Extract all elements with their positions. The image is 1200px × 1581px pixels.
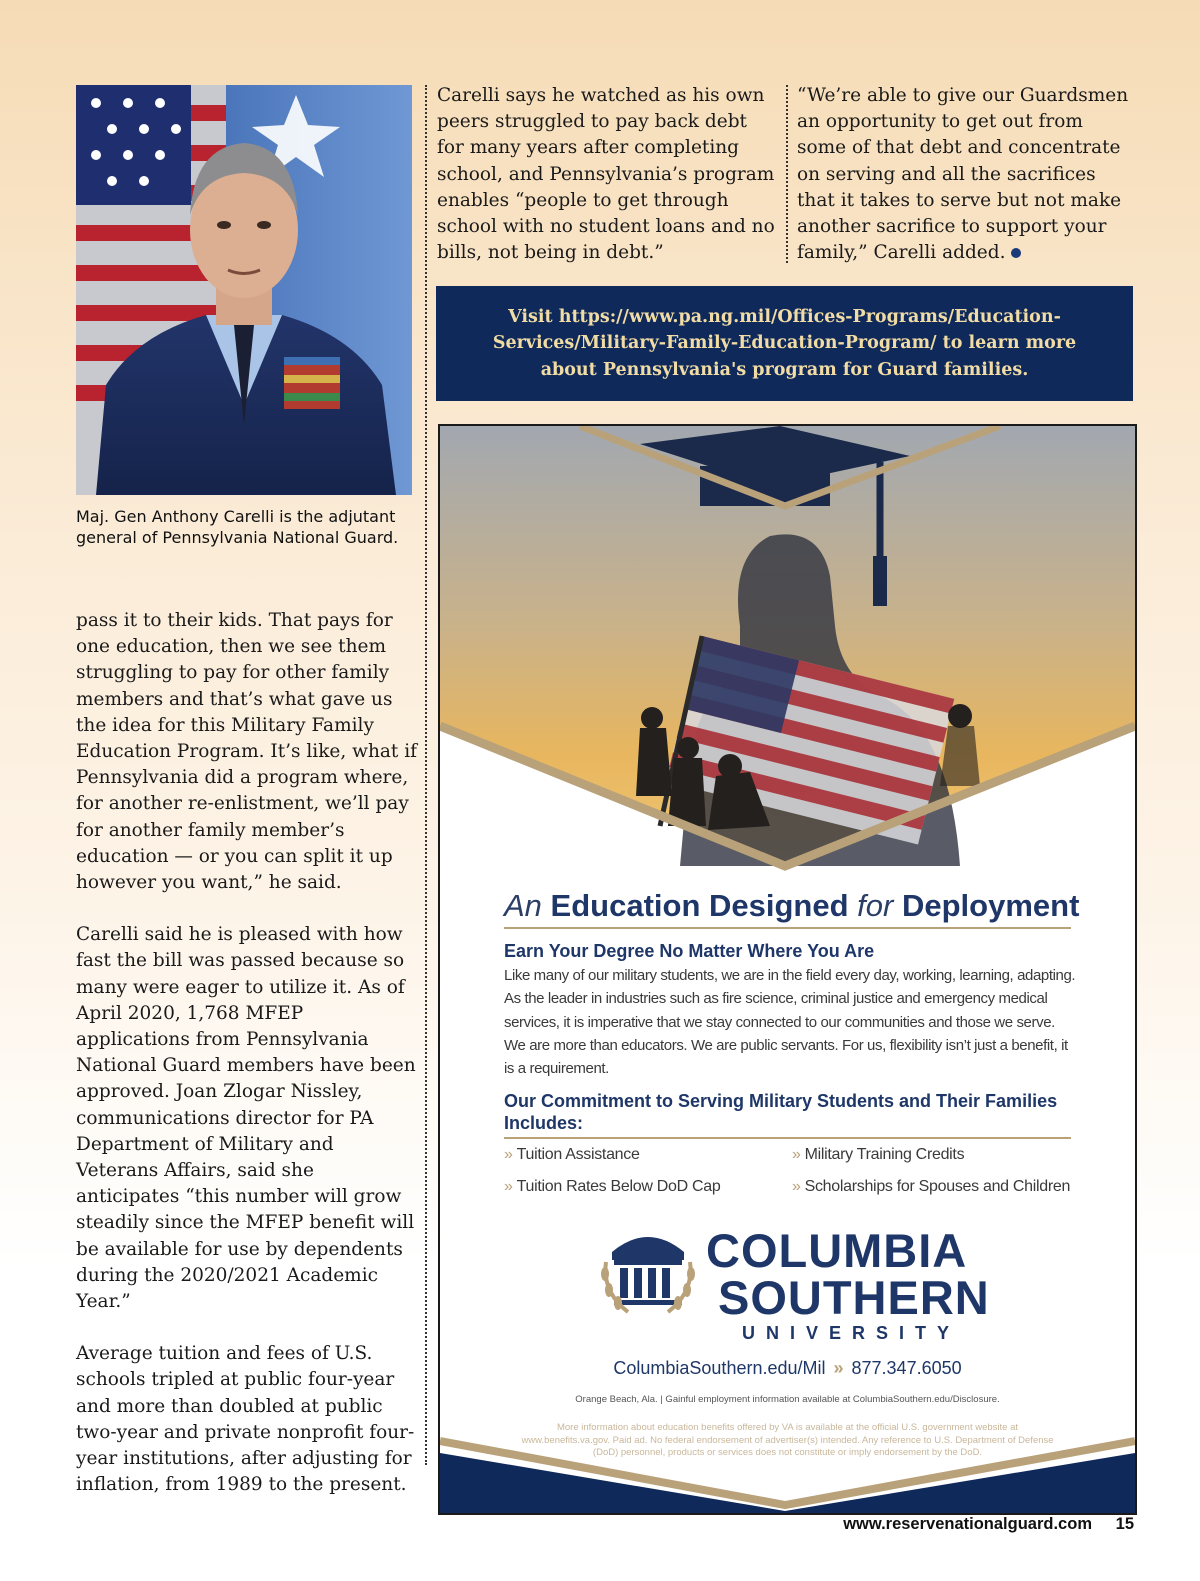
ad-bottom-chevron-band [440,1431,1135,1513]
article-paragraph: Carelli says he watched as his own peers struggled to pay back debt for many years after completing school, and Pennsylvania’s program enables “people to get through school with no student loans and no bills, not being in debt.” [437,85,775,264]
chevron-right-icon: » [504,1178,513,1195]
article-paragraph: pass it to their kids. That pays for one education, then we see them struggling to pay for other family members and that’s what gave us the idea for this Military Family Education Program. It’s like, what if Pennsylvania did a program where, for another re-enlistment, we’ll pay for another family member’s education — or you can split it up however you want,” he said. [76,610,417,894]
chevron-right-icon: » [792,1146,801,1163]
logo-columbia: COLUMBIA [706,1224,968,1277]
ad-headline-for: for [857,888,894,923]
column-divider-left [425,85,427,1465]
benefit-label: Tuition Rates Below DoD Cap [516,1178,721,1195]
footer-website[interactable]: www.reservenationalguard.com [843,1515,1092,1533]
ad-phone-number[interactable]: 877.347.6050 [851,1358,962,1378]
ad-subheading-commitment: Our Commitment to Serving Military Students and Their Families Includes: [504,1091,1058,1133]
article-left-column [76,608,421,1499]
chevron-right-icon: » [833,1358,844,1378]
article-right-column [797,83,1137,266]
chevron-right-icon: » [792,1178,801,1195]
visit-callout-box [436,286,1133,401]
page-number: 15 [1115,1515,1134,1533]
ad-headline-education-designed: Education Designed [550,888,849,923]
university-seal-icon [598,1222,698,1318]
portrait-caption: Maj. Gen Anthony Carelli is the adjutant general of Pennsylvania National Guard. [76,507,399,547]
ad-fine-print-disclaimer: More information about education benefits offered by VA is available at the official U.S. government website at www.benefits.va.gov. Paid ad. No federal endorsement of advertiser(s) intended. Any reference to U.S. Department of Defense (DoD) personnel, products or services does not constitute or imply endorsement by the DoD. [521,1422,1054,1458]
logo-university: UNIVERSITY [742,1323,961,1343]
columbia-southern-advertisement[interactable] [438,424,1137,1515]
ad-subheading-earn-degree: Earn Your Degree No Matter Where You Are [504,941,875,961]
ad-headline-deployment: Deployment [901,888,1080,923]
column-divider-right [786,85,788,263]
article-paragraph: Average tuition and fees of U.S. schools tripled at public four-year and more than doubled at public two-year and private nonprofit four-year institutions, after adjusting for inflation, from 1989 to the present. [76,1343,415,1496]
portrait-illustration [76,85,412,495]
portrait-photo [76,85,412,495]
ad-website-link[interactable]: ColumbiaSouthern.edu/Mil [613,1358,826,1378]
end-of-article-dot-icon [1011,248,1021,258]
ad-headline-an: An [504,888,542,923]
benefit-label: Military Training Credits [804,1146,965,1163]
ad-divider [504,927,1071,929]
chevron-right-icon: » [504,1146,513,1163]
list-item [792,1178,1070,1196]
logo-southern: SOUTHERN [718,1271,990,1324]
ad-fine-print-location: Orange Beach, Ala. | Gainful employment information available at ColumbiaSouthern.edu/Disclosure. [575,1394,1000,1405]
benefit-label: Scholarships for Spouses and Children [804,1178,1071,1195]
list-item [792,1146,964,1164]
ad-hero-graduate-soldier-image [440,426,1135,876]
ad-headline [504,888,1080,924]
ad-body-paragraph: Like many of our military students, we are in the field every day, working, learning, adapting. As the leader in industries such as fire science, criminal justice and emergency medical services, it is imperative that we stay connected to our communities and those we serve. We are more than educators. We are public servants. For us, flexibility isn’t just a benefit, it is a requirement. [504,967,1076,1078]
list-item [504,1146,640,1164]
ad-contact-line [440,1358,1135,1379]
article-middle-column [437,83,777,266]
visit-callout-text[interactable]: Visit https://www.pa.ng.mil/Offices-Programs/Education-Services/Military-Family-Education-Program/ to learn more about Pennsylvania's program for Guard families. [492,306,1077,380]
benefit-label: Tuition Assistance [516,1146,640,1163]
closing-quote-text: “We’re able to give our Guardsmen an opportunity to get out from some of that debt and concentrate on serving and all the sacrifices that it takes to serve but not make another sacrifice to support your family,” Carelli added. [797,85,1129,264]
article-paragraph [797,83,1137,266]
ad-divider [504,1137,1071,1139]
list-item [504,1178,720,1196]
article-paragraph: Carelli said he is pleased with how fast the bill was passed because so many were eager to utilize it. As of April 2020, 1,768 MFEP applications from Pennsylvania National Guard members have been approved. Joan Zlogar Nissley, communications director for PA Department of Military and Veterans Affairs, said she anticipates “this number will grow steadily since the MFEP benefit will be available for use by dependents during the 2020/2021 Academic Year.” [76,924,416,1313]
